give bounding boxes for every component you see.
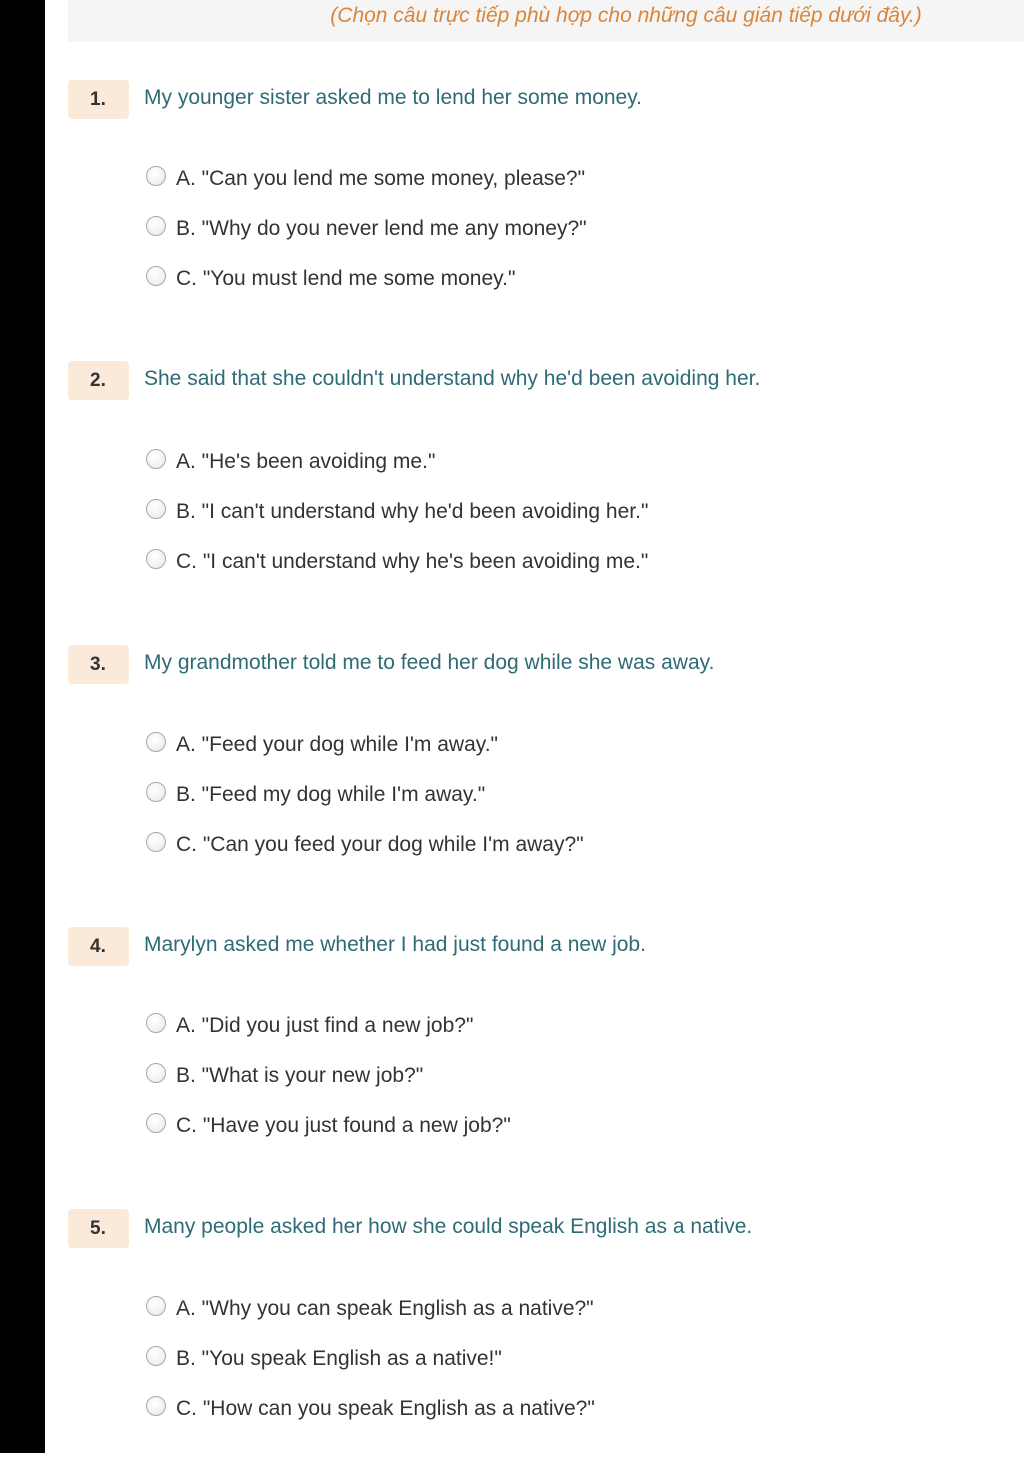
question-number: 1. (68, 80, 129, 119)
question-number: 4. (68, 927, 129, 966)
radio-button[interactable] (146, 832, 166, 852)
radio-button[interactable] (146, 1296, 166, 1316)
instruction-bar (68, 0, 1024, 42)
option-label: A. "Feed your dog while I'm away." (176, 733, 499, 756)
radio-button[interactable] (146, 1013, 166, 1033)
question-text: Marylyn asked me whether I had just found a new job. (144, 933, 646, 956)
radio-button[interactable] (146, 499, 166, 519)
option-label: A. "Can you lend me some money, please?" (176, 167, 586, 190)
radio-button[interactable] (146, 732, 166, 752)
radio-button[interactable] (146, 782, 166, 802)
option-label: A. "Why you can speak English as a native?" (176, 1297, 594, 1320)
radio-button[interactable] (146, 1346, 166, 1366)
radio-button[interactable] (146, 266, 166, 286)
option-label: B. "Why do you never lend me any money?" (176, 217, 587, 240)
radio-button[interactable] (146, 1113, 166, 1133)
question-text: My younger sister asked me to lend her some money. (144, 86, 643, 109)
question-text: Many people asked her how she could speak English as a native. (144, 1215, 753, 1238)
option-label: C. "Have you just found a new job?" (176, 1114, 511, 1137)
question-text: My grandmother told me to feed her dog while she was away. (144, 651, 715, 674)
radio-button[interactable] (146, 166, 166, 186)
radio-button[interactable] (146, 549, 166, 569)
option-label: C. "Can you feed your dog while I'm away?" (176, 833, 584, 856)
radio-button[interactable] (146, 449, 166, 469)
question-text: She said that she couldn't understand why he'd been avoiding her. (144, 367, 761, 390)
option-label: A. "Did you just find a new job?" (176, 1014, 474, 1037)
question-number: 2. (68, 361, 129, 400)
radio-button[interactable] (146, 1063, 166, 1083)
option-label: B. "You speak English as a native!" (176, 1347, 502, 1370)
question-1 (68, 80, 1008, 350)
option-label: C. "I can't understand why he's been avoiding me." (176, 550, 649, 573)
question-4 (68, 927, 1008, 1197)
instruction-text: (Chọn câu trực tiếp phù hợp cho những câu gián tiếp dưới đây.) (330, 4, 922, 27)
option-label: A. "He's been avoiding me." (176, 450, 436, 473)
radio-button[interactable] (146, 216, 166, 236)
question-number: 5. (68, 1209, 129, 1248)
question-3 (68, 645, 1008, 915)
option-label: B. "What is your new job?" (176, 1064, 424, 1087)
left-sidebar-strip (0, 0, 45, 1453)
question-number: 3. (68, 645, 129, 684)
option-label: B. "I can't understand why he'd been avoiding her." (176, 500, 649, 523)
radio-button[interactable] (146, 1396, 166, 1416)
question-2 (68, 361, 1008, 631)
option-label: B. "Feed my dog while I'm away." (176, 783, 486, 806)
question-5 (68, 1209, 1008, 1479)
option-label: C. "You must lend me some money." (176, 267, 516, 290)
option-label: C. "How can you speak English as a native?" (176, 1397, 595, 1420)
